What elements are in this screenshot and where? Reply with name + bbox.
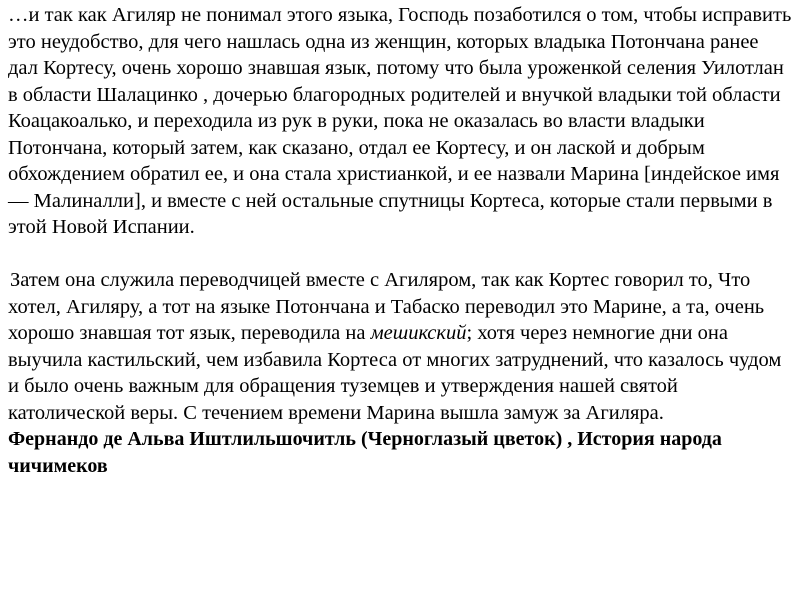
paragraph-2-italic-word: мешикский (370, 322, 467, 344)
paragraph-2-after: ; хотя через немногие дни она выучила кастильский, чем избавила Кортеса от многих затруднений, что казалось чудом и было очень важным для обращения туземцев и утверждения нашей святой католической веры. С течением времени Марина вышла замуж за Агиляра. (8, 322, 782, 424)
paragraph-1: …и так как Агиляр не понимал этого языка, Господь позаботился о том, чтобы исправить это неудобство, для чего нашлась одна из женщин, которых владыка Потончана ранее дал Кортесу, очень хорошо знавшая язык, потому что была уроженкой селения Уилотлан в области Шалацинко , дочерью благородных родителей и внучкой владыки той области Коацакоалько, и переходила из рук в руки, пока не оказалась во власти владыки Потончана, который затем, как сказано, отдал ее Кортесу, и он лаской и добрым обхождением обратил ее, и она стала христианкой, и ее назвали Марина [индейское имя — Малиналли], и вместе с ней остальные спутницы Кортеса, которые стали первыми в этой Новой Испании. (8, 4, 792, 238)
document-page (8, 2, 792, 479)
paragraph-spacer (8, 241, 792, 268)
source-citation: Фернандо де Альва Иштлильшочитль (Черноглазый цветок) , История народа чичимеков (8, 428, 722, 477)
paragraph-2-before: Затем она служила переводчицей вместе с Агиляром, так как Кортес говорил то, Что хотел, Агиляру, а тот на языке Потончана и Табаско переводил это Марине, а та, очень хорошо знавшая тот язык, переводила на (8, 269, 765, 344)
paragraph-2 (8, 267, 792, 426)
